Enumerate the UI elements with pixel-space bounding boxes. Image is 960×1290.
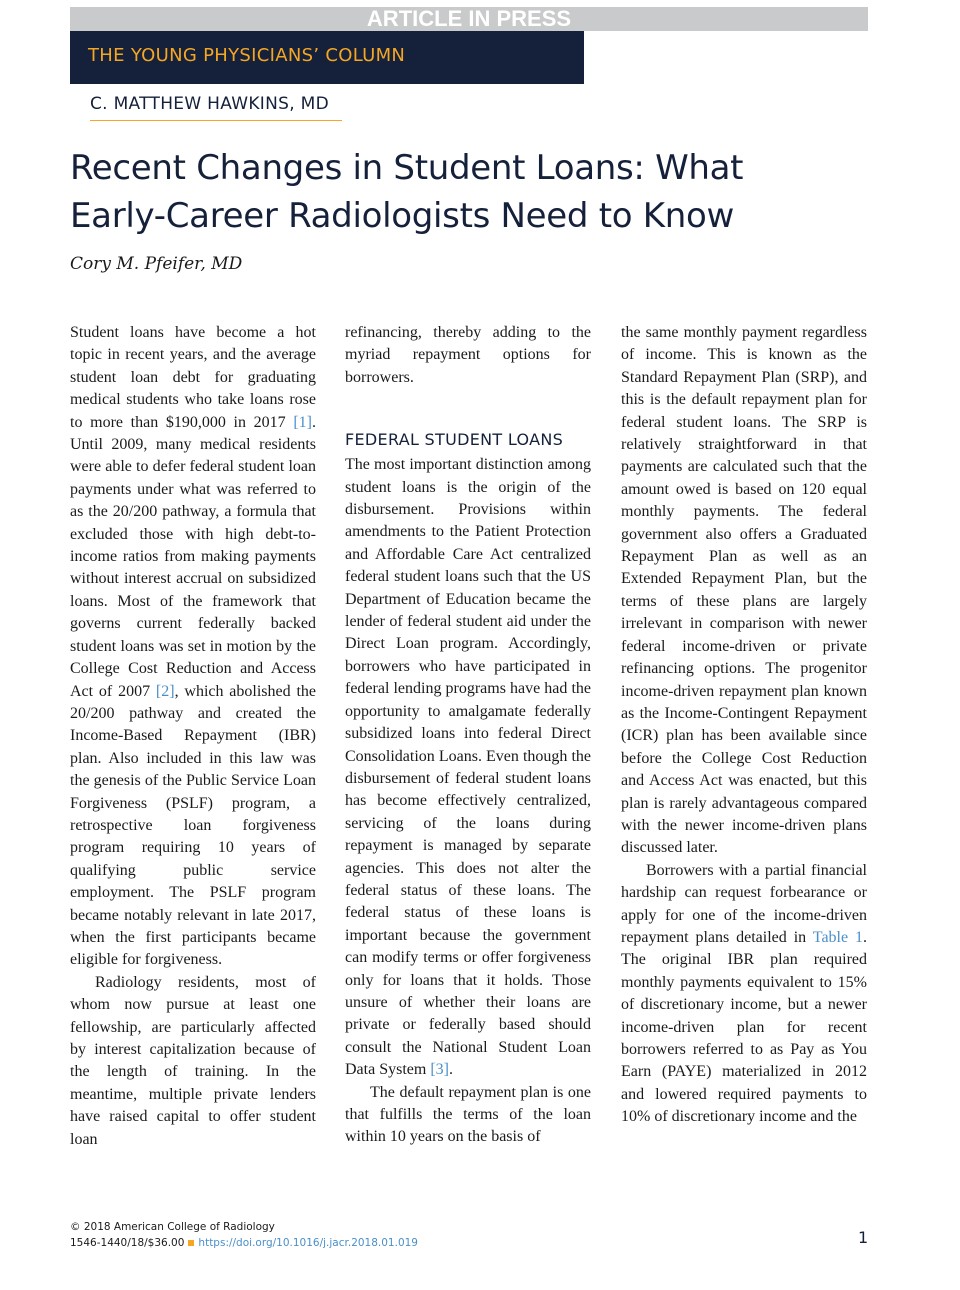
footer [70, 1219, 418, 1251]
article-title [70, 144, 830, 240]
text: . The original IBR plan required monthly payments equivalent to 15% of discretionary income, but a newer income-driven plan for recent borrowers referred to as Pay as You Earn (PAYE) materialized in 2012 and lowered required payments to 10% of discretionary income and the [621, 928, 868, 1126]
column-1 [70, 322, 316, 1151]
paragraph-1 [70, 322, 316, 972]
text: Student loans have become a hot topic in recent years, and the average student loan debt for graduating medical students who take loans rose to more than $190,000 in 2017 [70, 324, 316, 431]
copyright: © 2018 American College of Radiology [70, 1221, 275, 1233]
title-line-2: Early-Career Radiologists Need to Know [70, 196, 735, 236]
page-number: 1 [858, 1228, 869, 1247]
column-2 [345, 322, 591, 1149]
paragraph-5 [621, 860, 867, 1129]
text: . [448, 1061, 453, 1079]
reference-link-3[interactable]: [3] [430, 1061, 449, 1079]
article-in-press-banner: ARTICLE IN PRESS [70, 7, 868, 31]
table-link-1[interactable]: Table 1 [812, 928, 864, 946]
paragraph-3 [345, 454, 591, 1081]
column-title: THE YOUNG PHYSICIANS’ COLUMN [88, 45, 406, 66]
column-author: C. MATTHEW HAWKINS, MD [90, 90, 342, 121]
byline: Cory M. Pfeifer, MD [70, 254, 243, 274]
paragraph-2-continued: refinancing, thereby adding to the myriad repayment options for borrowers. [345, 324, 591, 386]
text: Borrowers with a partial financial hardship can request forbearance or apply for one of the income-driven repayment plans detailed in [621, 861, 867, 946]
square-bullet-icon [188, 1240, 194, 1246]
paragraph-2: Radiology residents, most of whom now pursue at least one fellowship, are particularly affected by interest capitalization because of the length of training. In the meantime, multiple private lenders have raised capital to offer student loan [70, 973, 316, 1148]
paragraph-4-continued: the same monthly payment regardless of income. This is known as the Standard Repayment Plan (SRP), and this is the default repayment plan for federal student loans. The SRP is relatively straightforward in that payments are calculated such that the amount owed is based on 120 equal monthly payments. The federal government also offers a Graduated Repayment Plan as well as an Extended Repayment Plan, but the terms of these plans are largely irrelevant in comparison with newer federal income-driven or private refinancing options. The progenitor income-driven repayment plan known as the Income-Contingent Repayment (ICR) plan has been available since before the College Cost Reduction and Access Act was enacted, but this plan is rarely advantageous compared with the newer income-driven plans discussed later. [621, 324, 867, 857]
text: . Until 2009, many medical residents were able to defer federal student loan payments under what was referred to as the 20/200 pathway, a formula that excluded those with high debt-to-income ratios from making payments without interest accrual on subsidized loans. Most of the framework that governs current federally backed student loans was set in motion by the College Cost Reduction and Access Act of 2007 [70, 413, 316, 700]
text: , which abolished the 20/200 pathway and created the Income-Based Repayment (IBR) plan. Also included in this law was the genesis of the Public Service Loan Forgiveness (PSLF) program, a retrospective loan forgiveness program requiring 10 years of qualifying public service employment. The PSLF program became notably relevant in late 2017, when the first participants became eligible for forgiveness. [70, 682, 317, 969]
column-banner [70, 31, 584, 84]
issn: 1546-1440/18/$36.00 [70, 1237, 185, 1249]
reference-link-2[interactable]: [2] [155, 682, 175, 700]
text: The most important distinction among student loans is the origin of the disbursement. Provisions within amendments to the Patient Protection and Affordable Care Act centralized federal student loans such that the US Department of Education became the lender of federal student aid under the Direct Loan program. Accordingly, borrowers who have participated in federal lending programs have had the opportunity to amalgamate federally subsidized loans into federal Direct Consolidation Loans. Even though the disbursement of federal student loans has become effectively centralized, servicing of the loans during repayment is managed by separate agencies. This does not alter the federal status of these loans. The federal status of these loans is important because the government can modify terms or offer forgiveness only for loans that it holds. Those unsure of whether their loans are private or federally based should consult the National Student Loan Data System [345, 456, 591, 1079]
paragraph-4: The default repayment plan is one that fulfills the terms of the loan within 10 years on the basis of [345, 1083, 591, 1146]
title-line-1: Recent Changes in Student Loans: What [70, 148, 744, 188]
column-3 [621, 322, 867, 1129]
issn-doi-line [70, 1235, 418, 1251]
reference-link-1[interactable]: [1] [293, 413, 312, 431]
section-heading: FEDERAL STUDENT LOANS [345, 430, 564, 450]
doi-link[interactable]: https://doi.org/10.1016/j.jacr.2018.01.019 [198, 1237, 418, 1249]
